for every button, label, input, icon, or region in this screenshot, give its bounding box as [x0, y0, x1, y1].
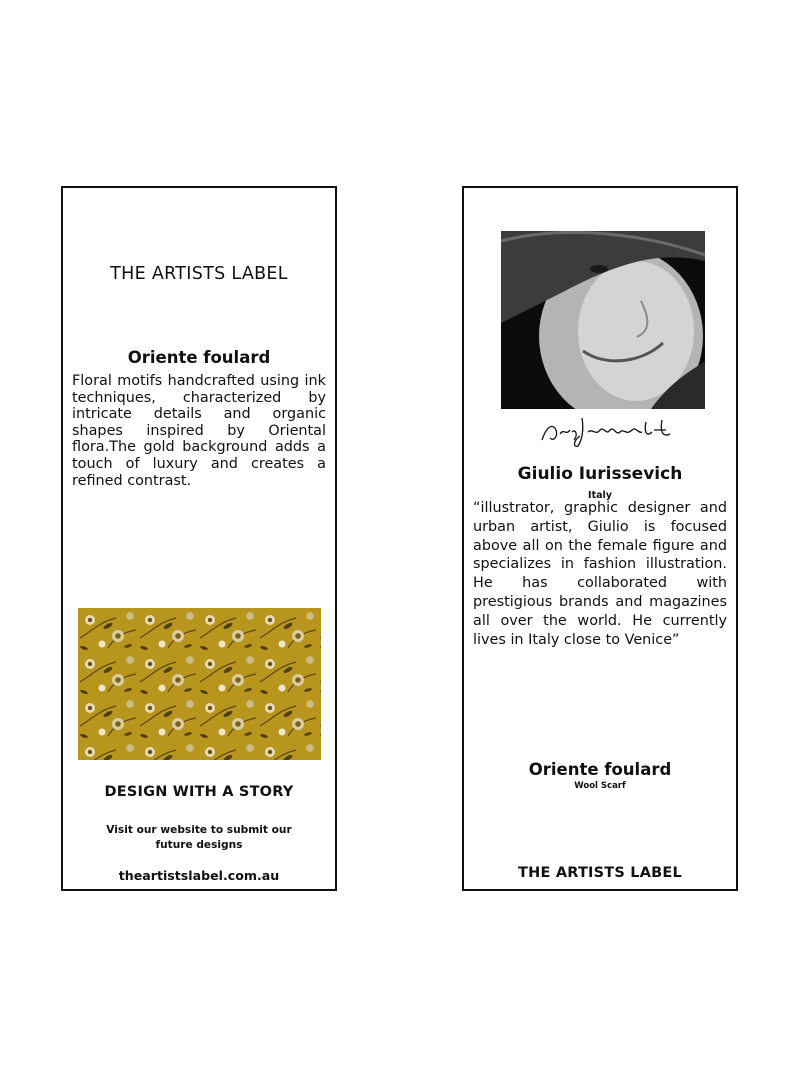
product-title: Oriente foulard [127, 348, 271, 367]
product-description: Floral motifs handcrafted using ink techniques, characterized by intricate details and organic shapes inspired by Oriental flora.The gold background adds a touch of luxury and creates a refined contrast. [72, 373, 326, 489]
right-label-card [462, 186, 738, 891]
brand-title: THE ARTISTS LABEL [110, 264, 288, 284]
website-link[interactable]: theartistslabel.com.au [118, 868, 280, 883]
artist-country: Italy [588, 490, 612, 501]
product-subtitle: Wool Scarf [574, 781, 626, 791]
artist-bio: “illustrator, graphic designer and urban artist, Giulio is focused above all on the female figure and specializes in fashion illustration. He has collaborated with prestigious brands and magazines all over the world. He currently lives in Italy close to Venice” [473, 500, 727, 648]
visit-website-text: Visit our website to submit our future designs [106, 824, 292, 851]
artist-name: Giulio Iurissevich [517, 464, 683, 484]
product-title: Oriente foulard [528, 760, 672, 779]
artist-portrait [501, 231, 705, 409]
design-tagline: DESIGN WITH A STORY [104, 784, 294, 800]
portrait-photo [501, 231, 705, 409]
left-label-card [61, 186, 337, 891]
artist-signature [534, 410, 684, 448]
brand-title: THE ARTISTS LABEL [518, 865, 682, 881]
floral-pattern-image [78, 608, 321, 760]
